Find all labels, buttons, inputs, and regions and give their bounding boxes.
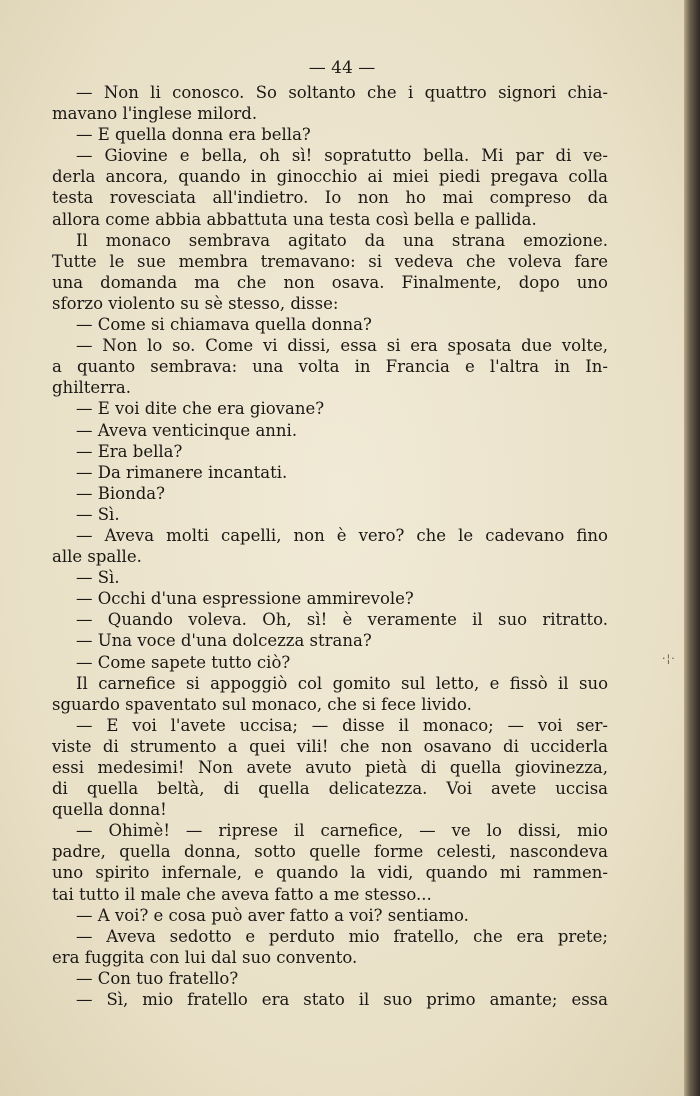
text-line: — A voi? e cosa può aver fatto a voi? sentiamo. [76, 905, 469, 925]
text-line: tai tutto il male che aveva fatto a me stesso... [52, 884, 432, 904]
text-line: uno spirito infernale, e quando la vidi, quando mi rammen- [52, 863, 608, 883]
text-line: — Come si chiamava quella donna? [76, 315, 372, 335]
text-line: viste di strumento a quei vili! che non osavano di ucciderla [52, 736, 608, 756]
text-line: Il monaco sembrava agitato da una strana emozione. [76, 230, 608, 250]
text-line: derla ancora, quando in ginocchio ai miei piedi pregava colla [52, 167, 608, 187]
text-line: Tutte le sue membra tremavano: si vedeva che voleva fare [52, 251, 608, 271]
text-line: — Sì, mio fratello era stato il suo primo amante; essa [76, 990, 608, 1010]
text-line: padre, quella donna, sotto quelle forme celesti, nascondeva [52, 842, 608, 862]
text-line: — Aveva sedotto e perduto mio fratello, che era prete; [76, 926, 608, 946]
text-line: — E quella donna era bella? [76, 125, 311, 145]
text-line: allora come abbia abbattuta una testa così bella e pallida. [52, 209, 537, 229]
text-line: di quella beltà, di quella delicatezza. Voi avete uccisa [52, 779, 608, 799]
body-text [52, 82, 608, 1010]
text-line: essi medesimi! Non avete avuto pietà di quella giovinezza, [52, 758, 608, 777]
text-line: sguardo spaventato sul monaco, che si fece livido. [52, 694, 472, 714]
text-line: — E voi l'avete uccisa; — disse il monaco; — voi ser- [76, 715, 608, 735]
text-line: quella donna! [52, 800, 167, 820]
text-line: — Aveva venticinque anni. [76, 420, 298, 440]
page-edge-shadow [684, 0, 700, 1096]
text-line: — Da rimanere incantati. [76, 462, 288, 482]
text-line: — Aveva molti capelli, non è vero? che le cadevano fino [76, 525, 608, 545]
text-line: — Non li conosco. So soltanto che i quattro signori chia- [76, 83, 608, 102]
text-line: alle spalle. [52, 547, 142, 567]
text-line: — Era bella? [76, 441, 183, 461]
text-line: mavano l'inglese milord. [52, 104, 258, 124]
text-line: — Con tuo fratello? [76, 968, 239, 988]
text-line: — Quando voleva. Oh, sì! è veramente il suo ritratto. [76, 610, 608, 630]
text-line: sforzo violento su sè stesso, disse: [52, 293, 339, 313]
text-line: — Sì. [76, 568, 120, 588]
text-line: una domanda ma che non osava. Finalmente, dopo uno [52, 272, 608, 292]
text-line: — Come sapete tutto ciò? [76, 652, 291, 672]
text-line: Il carnefice si appoggiò col gomito sul letto, e fissò il suo [76, 673, 608, 693]
text-line: ghilterra. [52, 378, 131, 398]
text-line: — Sì. [76, 504, 120, 524]
text-line: — Una voce d'una dolcezza strana? [76, 631, 372, 651]
text-line: era fuggita con lui dal suo convento. [52, 947, 358, 967]
text-line: a quanto sembrava: una volta in Francia e l'altra in In- [52, 357, 608, 377]
text-line: — Occhi d'una espressione ammirevole? [76, 589, 414, 609]
margin-mark: ·¦· [662, 652, 676, 665]
text-line: — Bionda? [76, 483, 165, 503]
text-line: — Non lo so. Come vi dissi, essa si era sposata due volte, [76, 336, 608, 356]
text-line: — Giovine e bella, oh sì! sopratutto bella. Mi par di ve- [76, 146, 608, 166]
text-line: — E voi dite che era giovane? [76, 399, 325, 419]
text-line: — Ohimè! — riprese il carnefice, — ve lo dissi, mio [76, 821, 608, 841]
page-number: — 44 — [308, 58, 376, 78]
text-line: testa rovesciata all'indietro. Io non ho mai compreso da [52, 188, 608, 208]
